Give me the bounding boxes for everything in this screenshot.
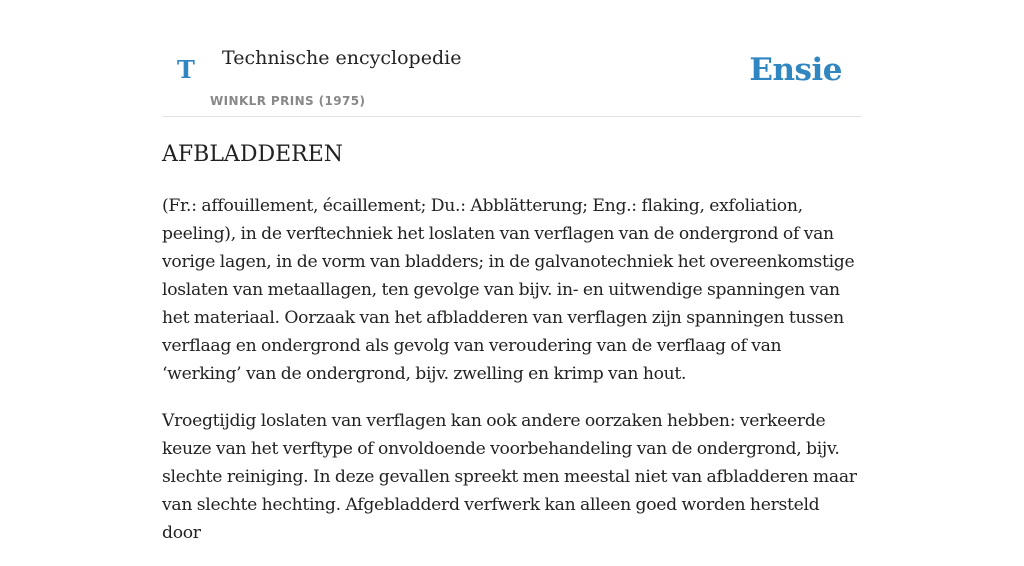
entry-paragraph: Vroegtijdig loslaten van verflagen kan ook andere oorzaken hebben: verkeerde keuze van het verftype of onvoldoende voorbehandeling van de ondergrond, bijv. slechte reiniging. In deze gevallen spreekt men meestal niet van afbladderen maar van slechte hechting. Afgebladderd verfwerk kan alleen goed worden hersteld door [162, 411, 857, 543]
source-label: WINKLR PRINS (1975) [210, 94, 366, 108]
header [162, 0, 862, 117]
entry-body [162, 192, 862, 566]
entry-paragraph: (Fr.: affouillement, écaillement; Du.: Abblätterung; Eng.: flaking, exfoliation, peeling), in de verftechniek het loslaten van verflagen van de ondergrond of van vorige lagen, in de vorm van bladders; in de galvanotechniek het overeenkomstige loslaten van metaallagen, ten gevolge van bijv. in- en uitwendige spanningen van het materiaal. Oorzaak van het afbladderen van verflagen zijn spanningen tussen verflaag en ondergrond als gevolg van veroudering van de verflaag of van ‘werking’ van de ondergrond, bijv. zwelling en krimp van hout. [162, 196, 855, 384]
encyclopedia-logo[interactable]: T [177, 55, 195, 84]
encyclopedia-title-link[interactable]: Technische encyclopedie [222, 47, 462, 69]
entry-title: AFBLADDEREN [162, 142, 344, 167]
ensie-logo[interactable]: Ensie [749, 52, 842, 88]
